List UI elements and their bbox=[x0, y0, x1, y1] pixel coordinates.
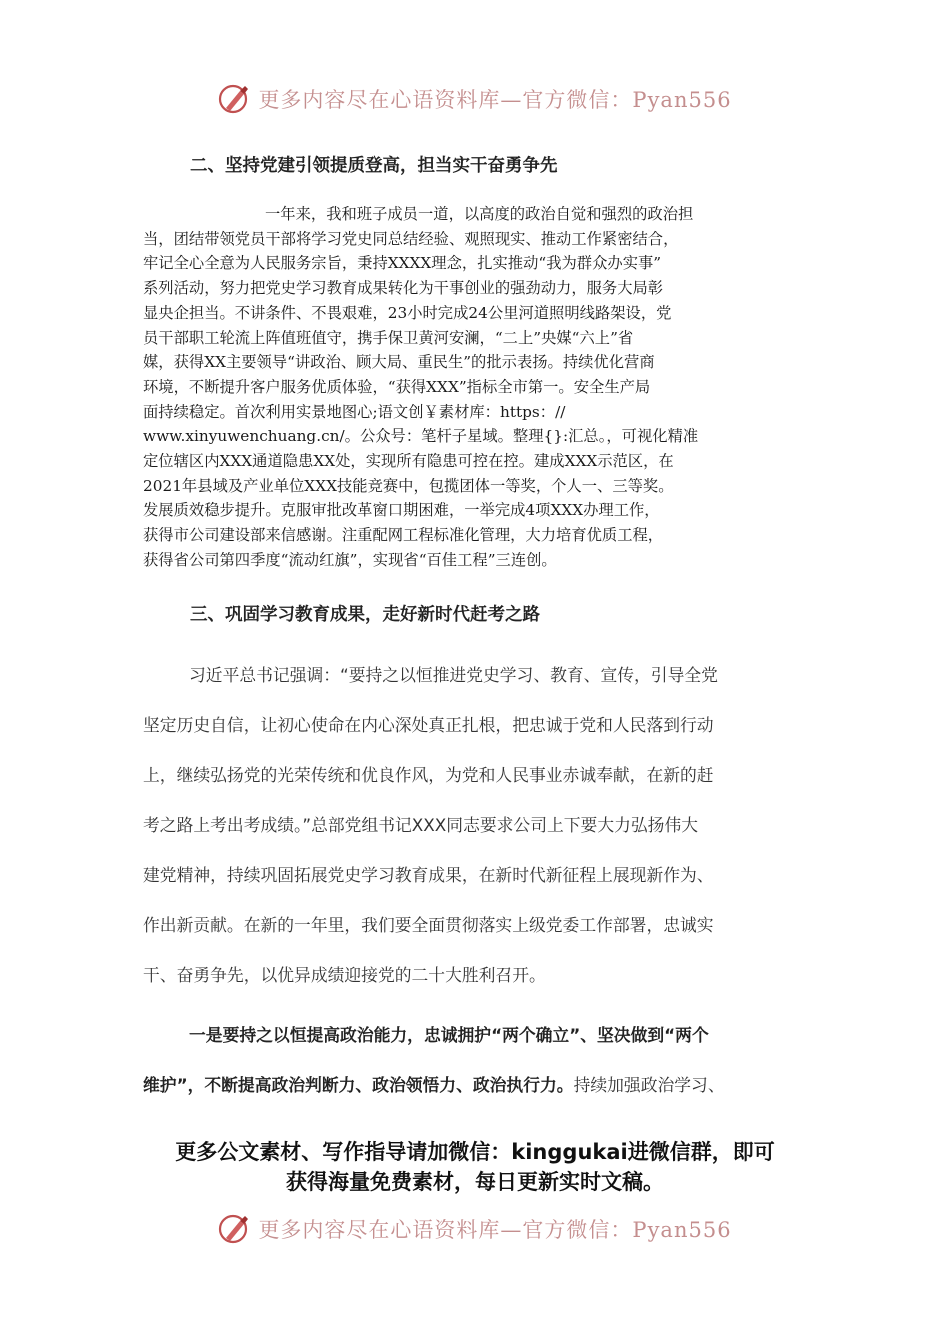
paragraph-line: 系列活动，努力把党史学习教育成果转化为干事创业的强劲动力，服务大局彰 bbox=[143, 279, 664, 298]
pen-logo-icon bbox=[218, 82, 252, 116]
paragraph-line: 获得省公司第四季度“流动红旗”，实现省“百佳工程”三连创。 bbox=[143, 550, 557, 569]
watermark-text: 更多内容尽在心语资料库—官方微信：Pyan556 bbox=[258, 88, 732, 112]
paragraph-line: 员干部职工轮流上阵值班值守，携手保卫黄河安澜，“二上”央媒“六上”省 bbox=[143, 328, 634, 347]
section-heading-2: 二、坚持党建引领提质登高，担当实干奋勇争先 bbox=[190, 156, 558, 176]
paragraph-line: 上，继续弘扬党的光荣传统和优良作风，为党和人民事业赤诚奉献，在新的赶 bbox=[143, 765, 714, 785]
paragraph-line: 习近平总书记强调：“要持之以恒推进党史学习、教育、宣传，引导全党 bbox=[189, 665, 718, 685]
paragraph-line: 2021年县域及产业单位XXX技能竞赛中，包揽团体一等奖，个人一、三等奖。 bbox=[143, 476, 674, 495]
point-one-rest-text: 持续加强政治学习、 bbox=[573, 1075, 725, 1095]
point-one-bold-text: 维护”，不断提高政治判断力、政治领悟力、政治执行力。 bbox=[143, 1075, 574, 1095]
paragraph-line: 发展质效稳步提升。克服审批改革窗口期困难，一举完成4项XXX办理工作， bbox=[143, 501, 660, 520]
paragraph-line: 定位辖区内XXX通道隐患XX处，实现所有隐患可控在控。建成XXX示范区，在 bbox=[143, 452, 674, 471]
paragraph-line: 干、奋勇争先，以优异成绩迎接党的二十大胜利召开。 bbox=[143, 965, 546, 985]
paragraph-line: 获得市公司建设部来信感谢。注重配网工程标准化管理，大力培育优质工程， bbox=[143, 526, 664, 545]
paragraph-line: www.xinyuwenchuang.cn/。公众号：笔杆子星域。整理{}:汇总。，可视化精准 bbox=[143, 427, 699, 446]
watermark-header bbox=[0, 82, 950, 116]
section-heading-3: 三、巩固学习教育成果，走好新时代赶考之路 bbox=[190, 605, 540, 625]
paragraph-line: 坚定历史自信，让初心使命在内心深处真正扎根，把忠诚于党和人民落到行动 bbox=[143, 715, 714, 735]
paragraph-line: 环境，不断提升客户服务优质体验，“获得XXX”指标全市第一。安全生产局 bbox=[143, 377, 651, 396]
point-one-line: 一是要持之以恒提高政治能力，忠诚拥护“两个确立”、坚决做到“两个 bbox=[189, 1025, 709, 1045]
paragraph-line: 媒，获得XX主要领导“讲政治、顾大局、重民生”的批示表扬。持续优化营商 bbox=[143, 353, 655, 372]
promo-line-1: 更多公文素材、写作指导请加微信：kinggukai进微信群，即可 bbox=[175, 1140, 775, 1164]
point-one-line-2 bbox=[143, 1072, 725, 1096]
watermark-text: 更多内容尽在心语资料库—官方微信：Pyan556 bbox=[258, 1218, 732, 1242]
paragraph-line: 当，团结带领党员干部将学习党史同总结经验、观照现实、推动工作紧密结合， bbox=[143, 229, 679, 248]
paragraph-line: 建党精神，持续巩固拓展党史学习教育成果，在新时代新征程上展现新作为、 bbox=[143, 865, 714, 885]
promo-line-2: 获得海量免费素材，每日更新实时文稿。 bbox=[286, 1170, 664, 1194]
section2-body bbox=[143, 202, 805, 573]
promo-block bbox=[0, 1137, 950, 1197]
watermark-footer bbox=[0, 1212, 950, 1246]
paragraph-line: 一年来，我和班子成员一道，以高度的政治自觉和强烈的政治担 bbox=[265, 205, 694, 223]
paragraph-line: 考之路上考出考成绩。”总部党组书记XXX同志要求公司上下要大力弘扬伟大 bbox=[143, 815, 699, 835]
paragraph-line: 作出新贡献。在新的一年里，我们要全面贯彻落实上级党委工作部署，忠诚实 bbox=[143, 915, 714, 935]
paragraph-line: 显央企担当。不讲条件、不畏艰难，23小时完成24公里河道照明线路架设，党 bbox=[143, 303, 672, 322]
paragraph-line: 面持续稳定。首次利用实景地图心;语文创￥素材库：https：// bbox=[143, 402, 566, 421]
pen-logo-icon bbox=[218, 1212, 252, 1246]
paragraph-line: 牢记全心全意为人民服务宗旨，秉持XXXX理念，扎实推动“我为群众办实事” bbox=[143, 254, 662, 273]
